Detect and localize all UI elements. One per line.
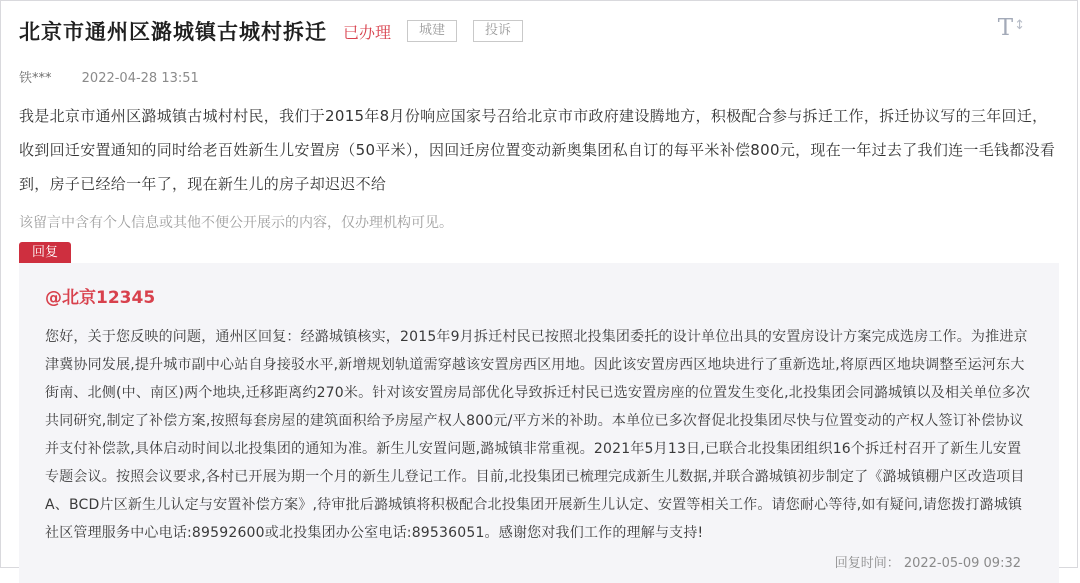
post-meta <box>19 67 1059 86</box>
reply-content: 您好，关于您反映的问题，通州区回复：经潞城镇核实，2015年9月拆迁村民已按照北投集团委托的设计单位出具的安置房设计方案完成选房工作。为推进京津冀协同发展,提升城市副中心站自身接驳水平,新增规划轨道需穿越该安置房西区用地。因此该安置房西区地块进行了重新选址,将原西区地块调整至运河东大街南、北侧(中、南区)两个地块,迁移距离约270米。针对该安置房局部优化导致拆迁村民已选安置房座的位置发生变化,北投集团会同潞城镇以及相关单位多次共同研究,制定了补偿方案,按照每套房屋的建筑面积给予房屋产权人800元/平方米的补助。本单位已多次督促北投集团尽快与位置变动的产权人签订补偿协议并支付补偿款,具体启动时间以北投集团的通知为准。新生儿安置问题,潞城镇非常重视。2021年5月13日,已联合北投集团组织16个拆迁村召开了新生儿安置专题会议。按照会议要求,各村已开展为期一个月的新生儿登记工作。目前,北投集团已梳理完成新生儿数据,并联合潞城镇初步制定了《潞城镇棚户区改造项目A、BCD片区新生儿认定与安置补偿方案》,待审批后潞城镇将积极配合北投集团开展新生儿认定、安置等相关工作。请您耐心等待,如有疑问,请您拨打潞城镇社区管理服务中心电话:89592600或北投集团办公室电话:89536051。感谢您对我们工作的理解与支持! <box>45 329 1031 541</box>
reply-time-value: 2022-05-09 09:32 <box>903 556 1021 571</box>
reply-section <box>19 232 1059 583</box>
post-author: 铁*** <box>19 71 52 86</box>
page-title: 北京市通州区潞城镇古城村拆迁 <box>19 20 327 44</box>
up-down-arrow-icon: ↕ <box>1014 18 1025 33</box>
text-size-icon: T <box>997 15 1014 41</box>
post-content: 我是北京市通州区潞城镇古城村村民，我们于2015年8月份响应国家号召给北京市市政府建设腾地方，积极配合参与拆迁工作，拆迁协议写的三年回迁，收到回迁安置通知的同时给老百姓新生儿安置房（50平米），因回迁房位置变动新奥集团私自订的每平米补偿800元，现在一年过去了我们连一毛钱都没看到，房子已经给一年了，现在新生儿的房子却迟迟不给 <box>19 107 1056 193</box>
privacy-note: 该留言中含有个人信息或其他不便公开展示的内容，仅办理机构可见。 <box>19 215 453 231</box>
header <box>19 1 1059 46</box>
font-size-toggle-button[interactable] <box>998 17 1025 39</box>
status-badge: 已办理 <box>343 22 392 42</box>
tag-type[interactable]: 投诉 <box>473 20 523 42</box>
reply-tab[interactable]: 回复 <box>19 242 71 263</box>
reply-author: @北京12345 <box>45 288 156 308</box>
reply-time-label: 回复时间： <box>834 556 900 571</box>
tag-category[interactable]: 城建 <box>407 20 457 42</box>
reply-box <box>19 263 1059 583</box>
page-content <box>1 1 1077 583</box>
reply-time <box>45 552 1033 571</box>
post-timestamp: 2022-04-28 13:51 <box>81 71 199 86</box>
